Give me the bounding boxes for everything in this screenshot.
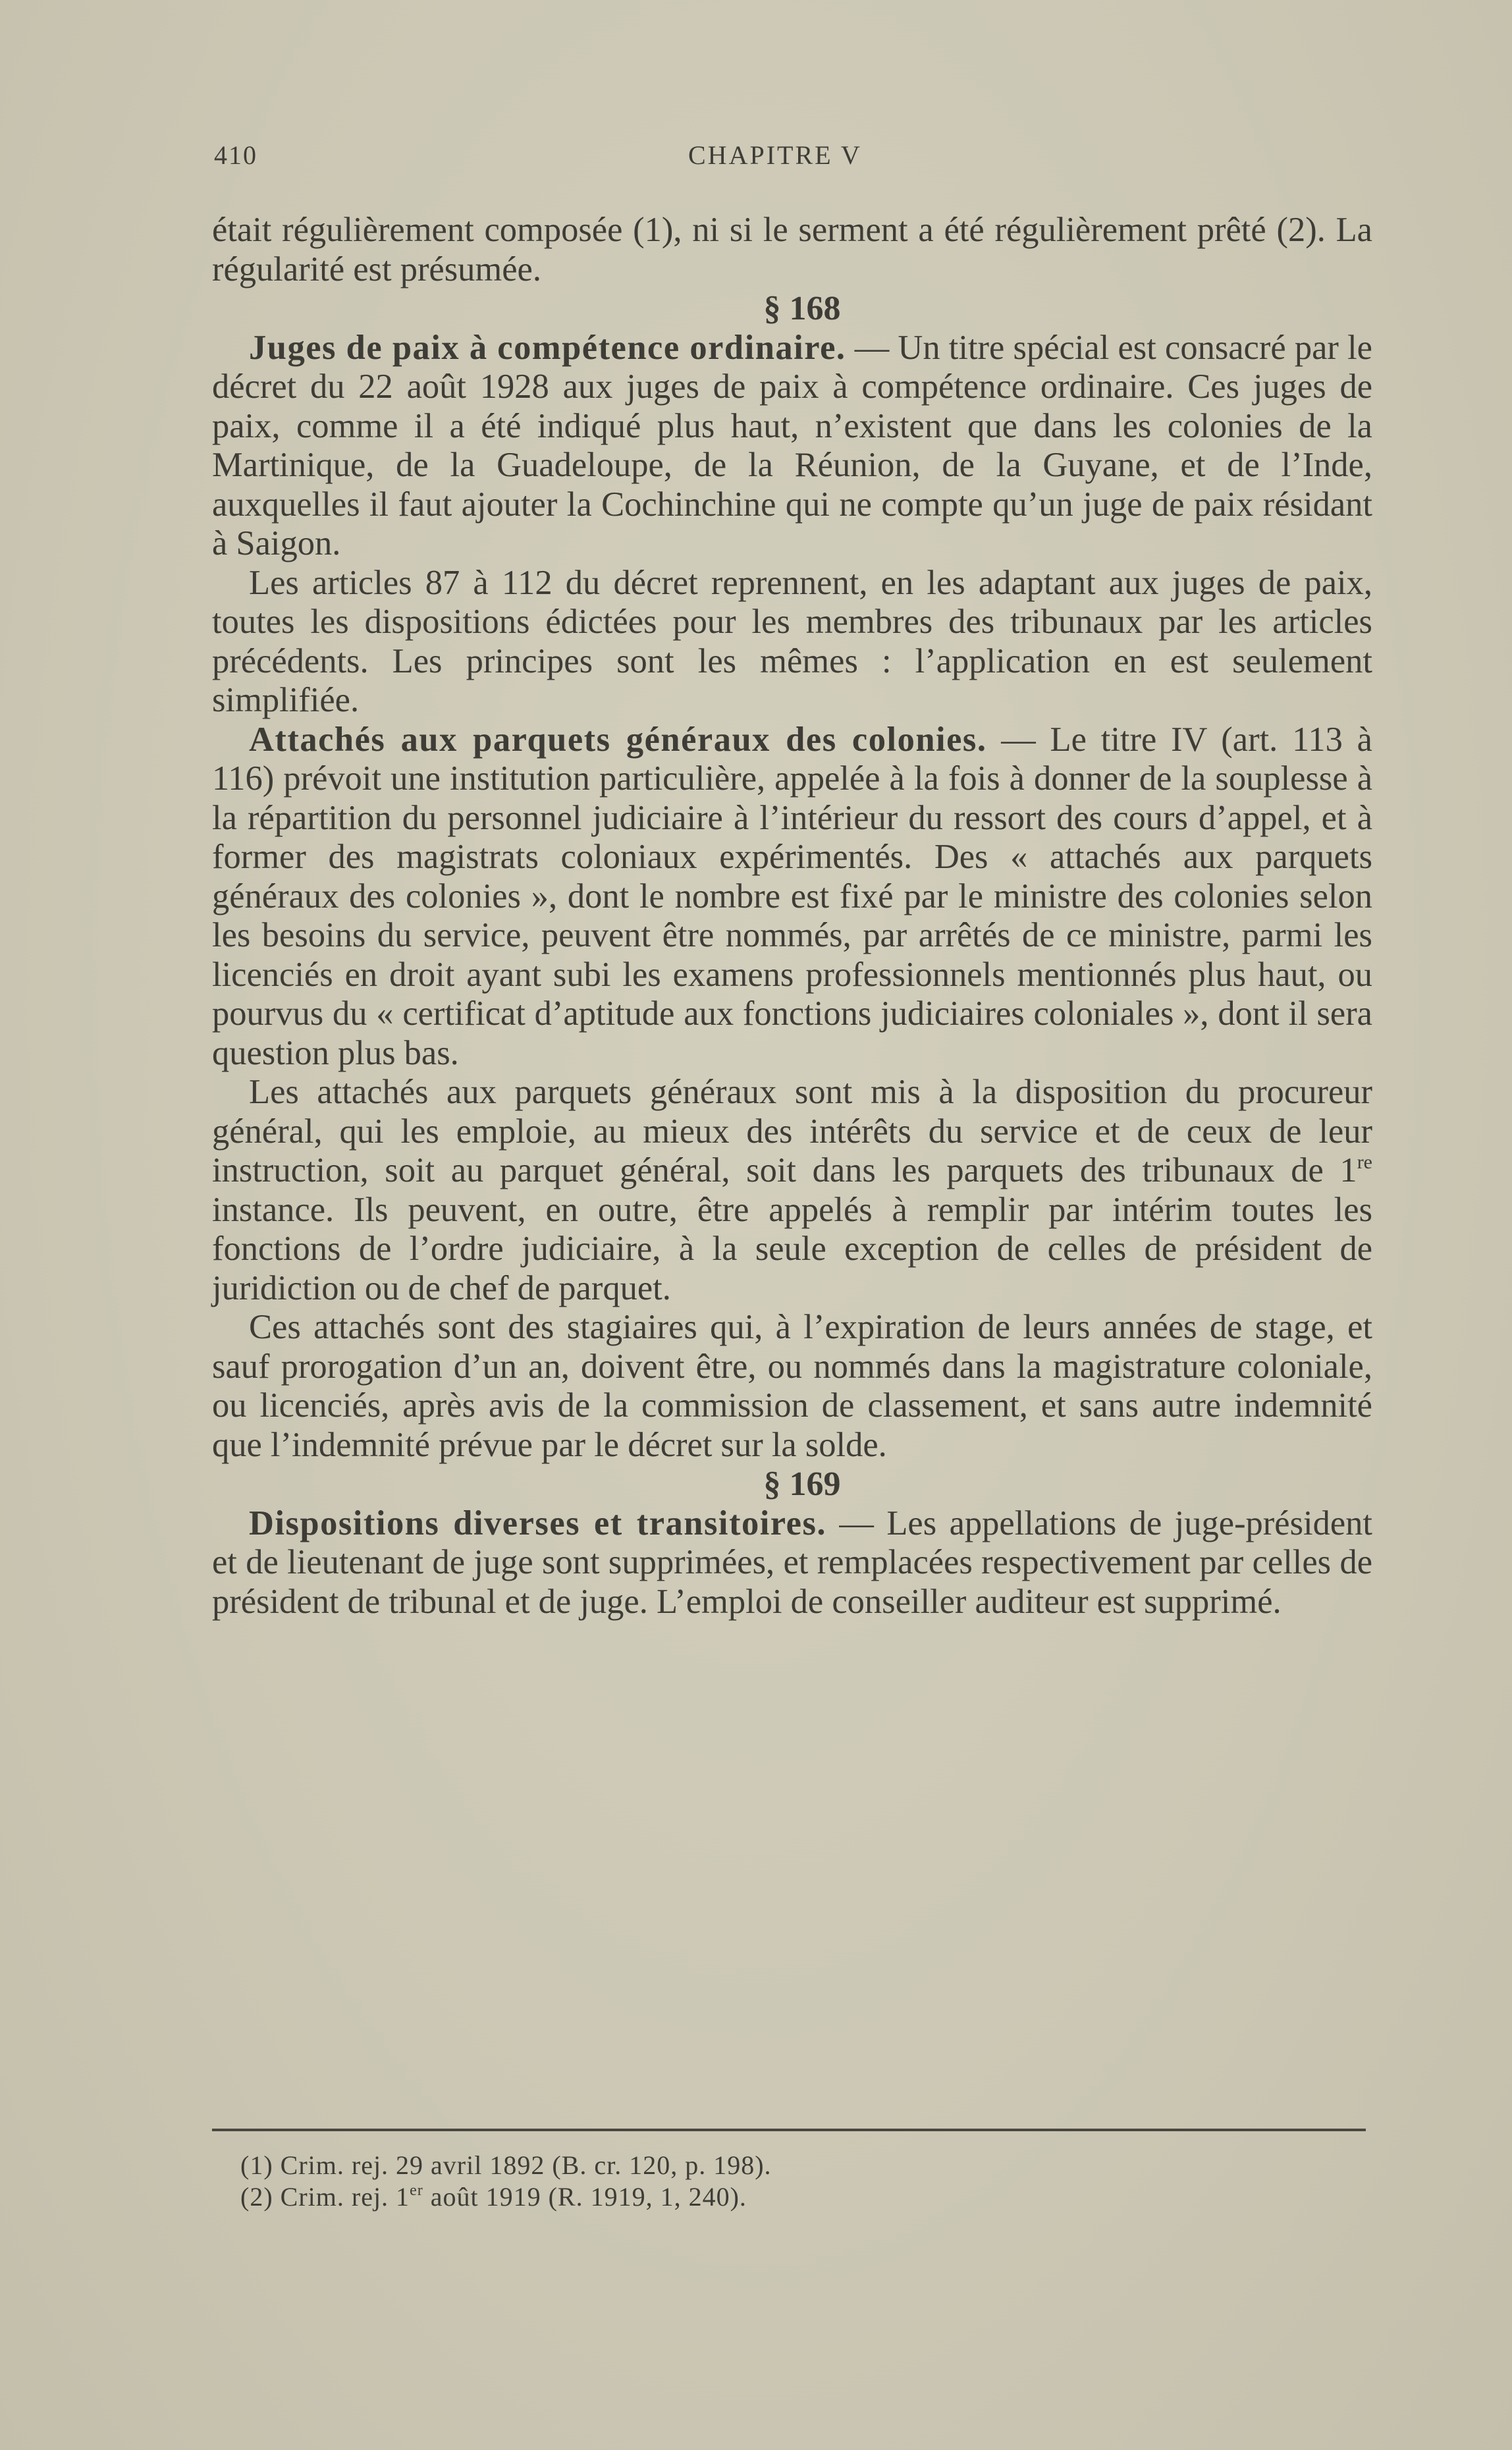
paragraph-articles-87: Les articles 87 à 112 du décret reprennent, en les adaptant aux juges de paix, toutes les dispositions édictées pour les membres des tribunaux par les articles précédents. Les principes sont les mêmes : l’application en est seulement simplifiée. — [212, 563, 1372, 719]
paragraph-text-juges-de-paix: — Un titre spécial est consacré par le décret du 22 août 1928 aux juges de paix à compétence ordinaire. Ces juges de paix, comme il a été indiqué plus haut, n’existent que dans les colonies de la Martinique, de la Guadeloupe, de la Réunion, de la Guyane, et de l’Inde, auxquelles il faut ajouter la Cochinchine qui ne compte qu’un juge de paix résidant à Saigon. — [212, 328, 1372, 562]
paragraph-attaches — [212, 721, 1372, 1074]
paragraph-lead-dispositions: Dispositions diverses et transitoires. — [249, 1504, 826, 1542]
intro-paragraph: était régulièrement composée (1), ni si le serment a été régulièrement prêté (2). La régularité est présumée. — [212, 211, 1372, 288]
paragraph-text-disposition-b: instance. Ils peuvent, en outre, être appelés à remplir par intérim toutes les fonctions de l’ordre judiciaire, à la seule exception de celles de président de juridiction ou de chef de parquet. — [212, 1190, 1372, 1307]
paragraph-text-disposition-a: Les attachés aux parquets généraux sont mis à la disposition du procureur général, qui les emploie, au mieux des intérêts du service et de ceux de leur instruction, soit au parquet général, soit dans les parquets des tribunaux de 1 — [212, 1073, 1372, 1189]
section-168-heading: § 168 — [763, 290, 841, 327]
footnote-divider — [212, 2129, 1366, 2131]
footnote-1: (1) Crim. rej. 29 avril 1892 (B. cr. 120, p. 198). — [240, 2150, 772, 2180]
paragraph-disposition — [212, 1073, 1372, 1308]
section-169-heading: § 169 — [763, 1465, 841, 1503]
paragraph-juges-de-paix — [212, 329, 1372, 564]
footnotes — [240, 2150, 1360, 2213]
paragraph-dispositions — [212, 1504, 1372, 1622]
footnote-2-text-b: août 1919 (R. 1919, 1, 240). — [423, 2182, 747, 2212]
chapter-title: CHAPITRE V — [688, 140, 862, 170]
superscript-er: er — [410, 2182, 423, 2199]
paragraph-lead-attaches: Attachés aux parquets généraux des colonies. — [249, 720, 987, 759]
footnote-2-text-a: (2) Crim. rej. 1 — [240, 2182, 410, 2212]
superscript-re: re — [1357, 1151, 1372, 1173]
running-header — [214, 140, 1373, 179]
paragraph-text-attaches: — Le titre IV (art. 113 à 116) prévoit une institution particulière, appelée à la fois à donner de la souplesse à la répartition du personnel judiciaire à l’intérieur du ressort des cours d’appel, et à former des magistrats coloniaux expérimentés. Des « attachés aux parquets généraux des colonies », dont le nombre est fixé par le ministre des colonies selon les besoins du service, peuvent être nommés, par arrêtés de ce ministre, parmi les licenciés en droit ayant subi les examens professionnels mentionnés plus haut, ou pourvus du « certificat d’aptitude aux fonctions judiciaires coloniales », dont il sera question plus bas. — [212, 720, 1372, 1072]
paragraph-stagiaires: Ces attachés sont des stagiaires qui, à l’expiration de leurs années de stage, et sauf prorogation d’un an, doivent être, ou nommés dans la magistrature coloniale, ou licenciés, après avis de la commission de classement, et sans autre indemnité que l’indemnité prévue par le décret sur la solde. — [212, 1308, 1372, 1464]
main-text — [212, 211, 1372, 1621]
footnote-2 — [240, 2181, 1360, 2213]
paragraph-lead-juges-de-paix: Juges de paix à compétence ordinaire. — [249, 328, 846, 367]
page-number: 410 — [214, 140, 257, 170]
paragraph-text-dispositions: — Les appellations de juge-président et de lieutenant de juge sont supprimées, et remplacées respectivement par celles de président de tribunal et de juge. L’emploi de conseiller auditeur est supprimé. — [212, 1504, 1372, 1621]
